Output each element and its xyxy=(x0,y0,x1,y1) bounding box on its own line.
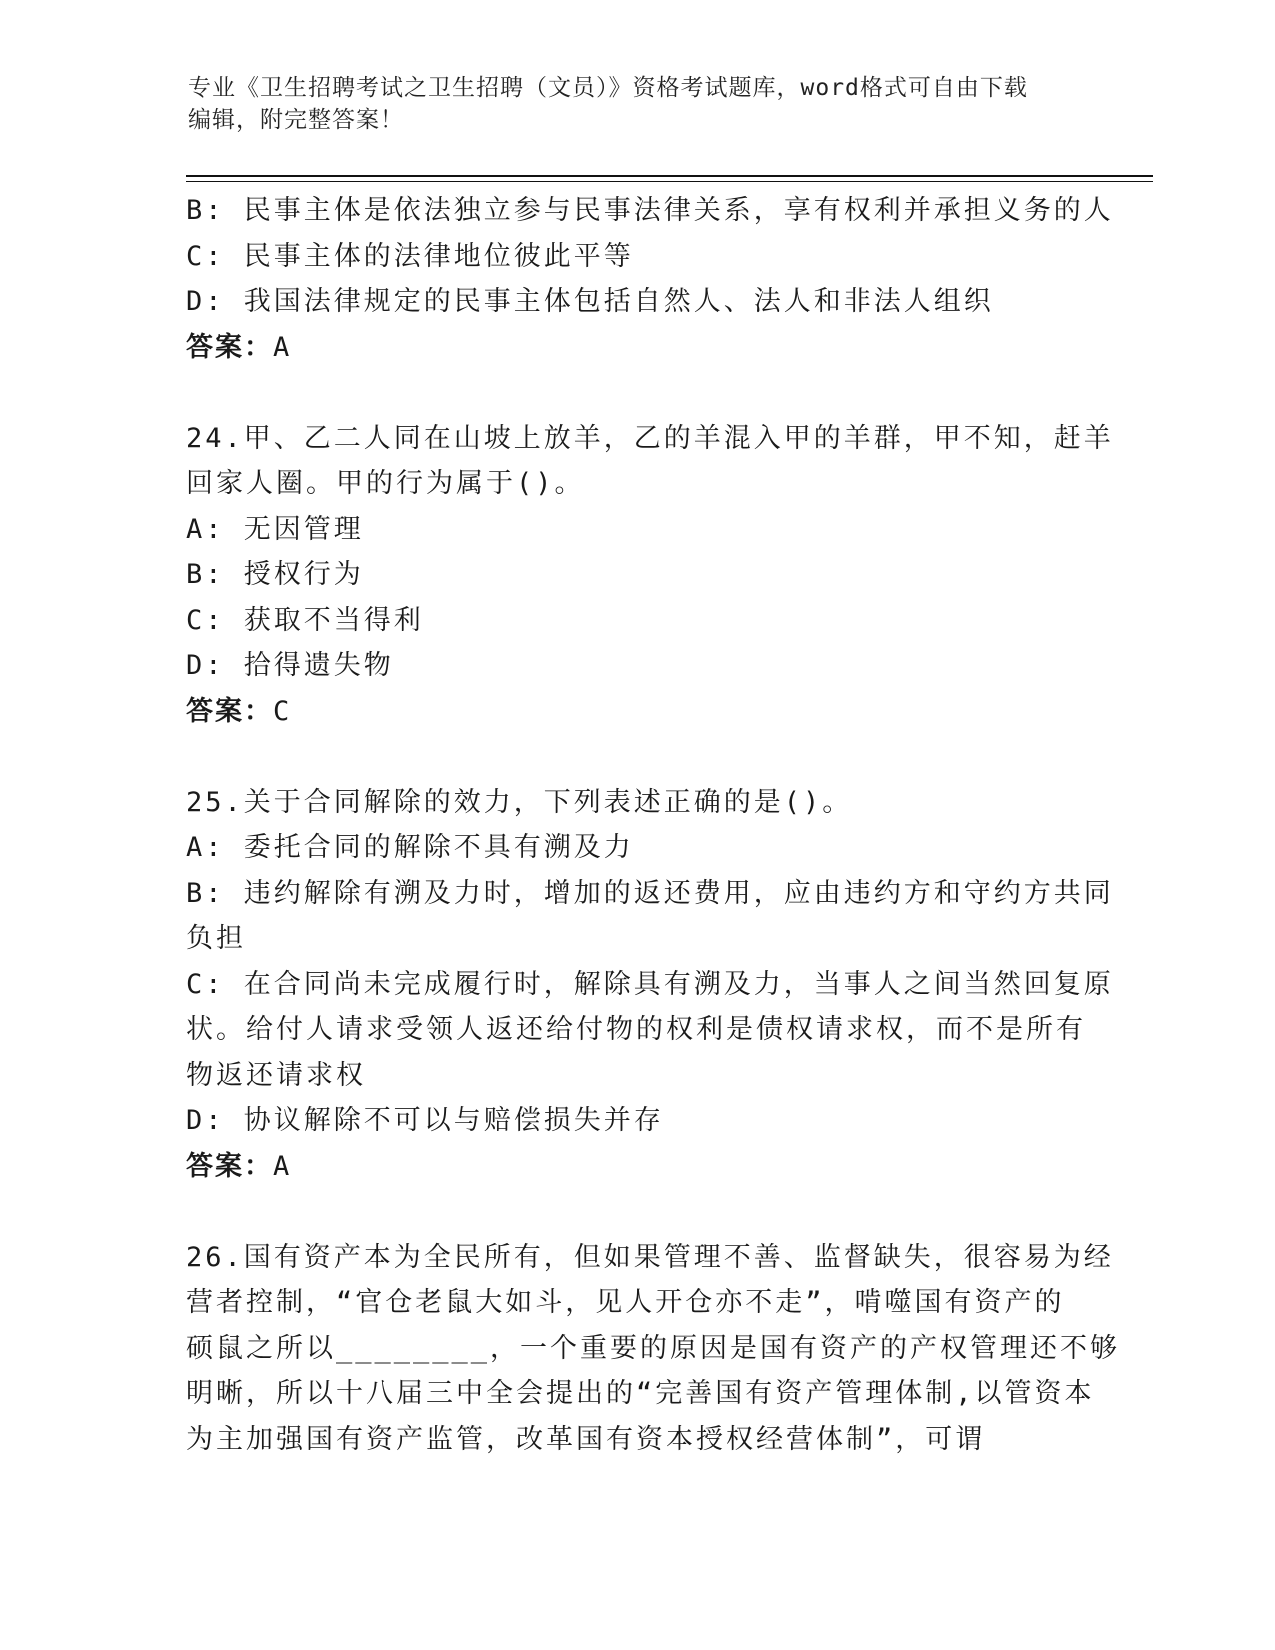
question-stem: 为主加强国有资产监管，改革国有资本授权经营体制”，可谓 xyxy=(186,1423,986,1455)
option-b: B: 授权行为 xyxy=(186,559,364,590)
option-b: B: 违约解除有溯及力时，增加的返还费用，应由违约方和守约方共同 xyxy=(186,877,1114,909)
question-25 xyxy=(186,780,1114,1190)
option-a: A: 委托合同的解除不具有溯及力 xyxy=(186,832,634,863)
option-c: C: 获取不当得利 xyxy=(186,604,424,636)
option-c-cont: 物返还请求权 xyxy=(186,1059,366,1091)
header-rule-thick xyxy=(186,175,1153,177)
option-d: D: 拾得遗失物 xyxy=(186,650,394,681)
option-c: C: 民事主体的法律地位彼此平等 xyxy=(186,240,634,272)
option-b-cont: 负担 xyxy=(186,923,246,954)
answer-value: C xyxy=(273,695,292,727)
question-spacer xyxy=(186,734,1076,780)
answer-label: 答案： xyxy=(186,331,273,363)
option-b: B: 民事主体是依法独立参与民事法律关系，享有权利并承担义务的人 xyxy=(186,195,1114,226)
question-23-tail xyxy=(186,188,1114,370)
answer-label: 答案： xyxy=(186,1150,273,1182)
question-stem: 营者控制，“官仓老鼠大如斗，见人开仓亦不走”，啃噬国有资产的 xyxy=(186,1287,1065,1318)
question-stem: 明晰，所以十八届三中全会提出的“完善国有资产管理体制,以管资本 xyxy=(186,1378,1095,1409)
question-spacer xyxy=(186,1189,1076,1235)
question-spacer xyxy=(186,370,1076,416)
header-rule-thin xyxy=(186,181,1153,182)
answer-label: 答案： xyxy=(186,695,273,727)
question-stem: 回家人圈。甲的行为属于()。 xyxy=(186,468,585,499)
option-a: A: 无因管理 xyxy=(186,513,364,545)
answer-line xyxy=(186,325,1076,371)
option-d: D: 协议解除不可以与赔偿损失并存 xyxy=(186,1105,664,1136)
question-26 xyxy=(186,1235,1121,1463)
option-c-cont: 状。给付人请求受领人返还给付物的权利是债权请求权，而不是所有 xyxy=(186,1014,1086,1045)
answer-line xyxy=(186,689,1076,735)
header-line-2: 编辑，附完整答案！ xyxy=(188,107,404,133)
question-stem: 硕鼠之所以________，一个重要的原因是国有资产的产权管理还不够 xyxy=(186,1332,1121,1364)
option-d: D: 我国法律规定的民事主体包括自然人、法人和非法人组织 xyxy=(186,286,994,317)
header-line-1: 专业《卫生招聘考试之卫生招聘（文员）》资格考试题库，word格式可自由下载 xyxy=(188,75,1028,101)
question-stem: 26.国有资产本为全民所有，但如果管理不善、监督缺失，很容易为经 xyxy=(186,1241,1114,1273)
option-c: C: 在合同尚未完成履行时，解除具有溯及力，当事人之间当然回复原 xyxy=(186,968,1114,1000)
question-24 xyxy=(186,416,1114,735)
question-stem: 25.关于合同解除的效力，下列表述正确的是()。 xyxy=(186,786,853,818)
answer-line xyxy=(186,1144,1076,1190)
answer-value: A xyxy=(273,1150,292,1182)
question-stem: 24.甲、乙二人同在山坡上放羊，乙的羊混入甲的羊群，甲不知，赶羊 xyxy=(186,422,1114,454)
question-content xyxy=(186,188,1121,1462)
answer-value: A xyxy=(273,331,292,363)
document-header xyxy=(188,72,1068,136)
